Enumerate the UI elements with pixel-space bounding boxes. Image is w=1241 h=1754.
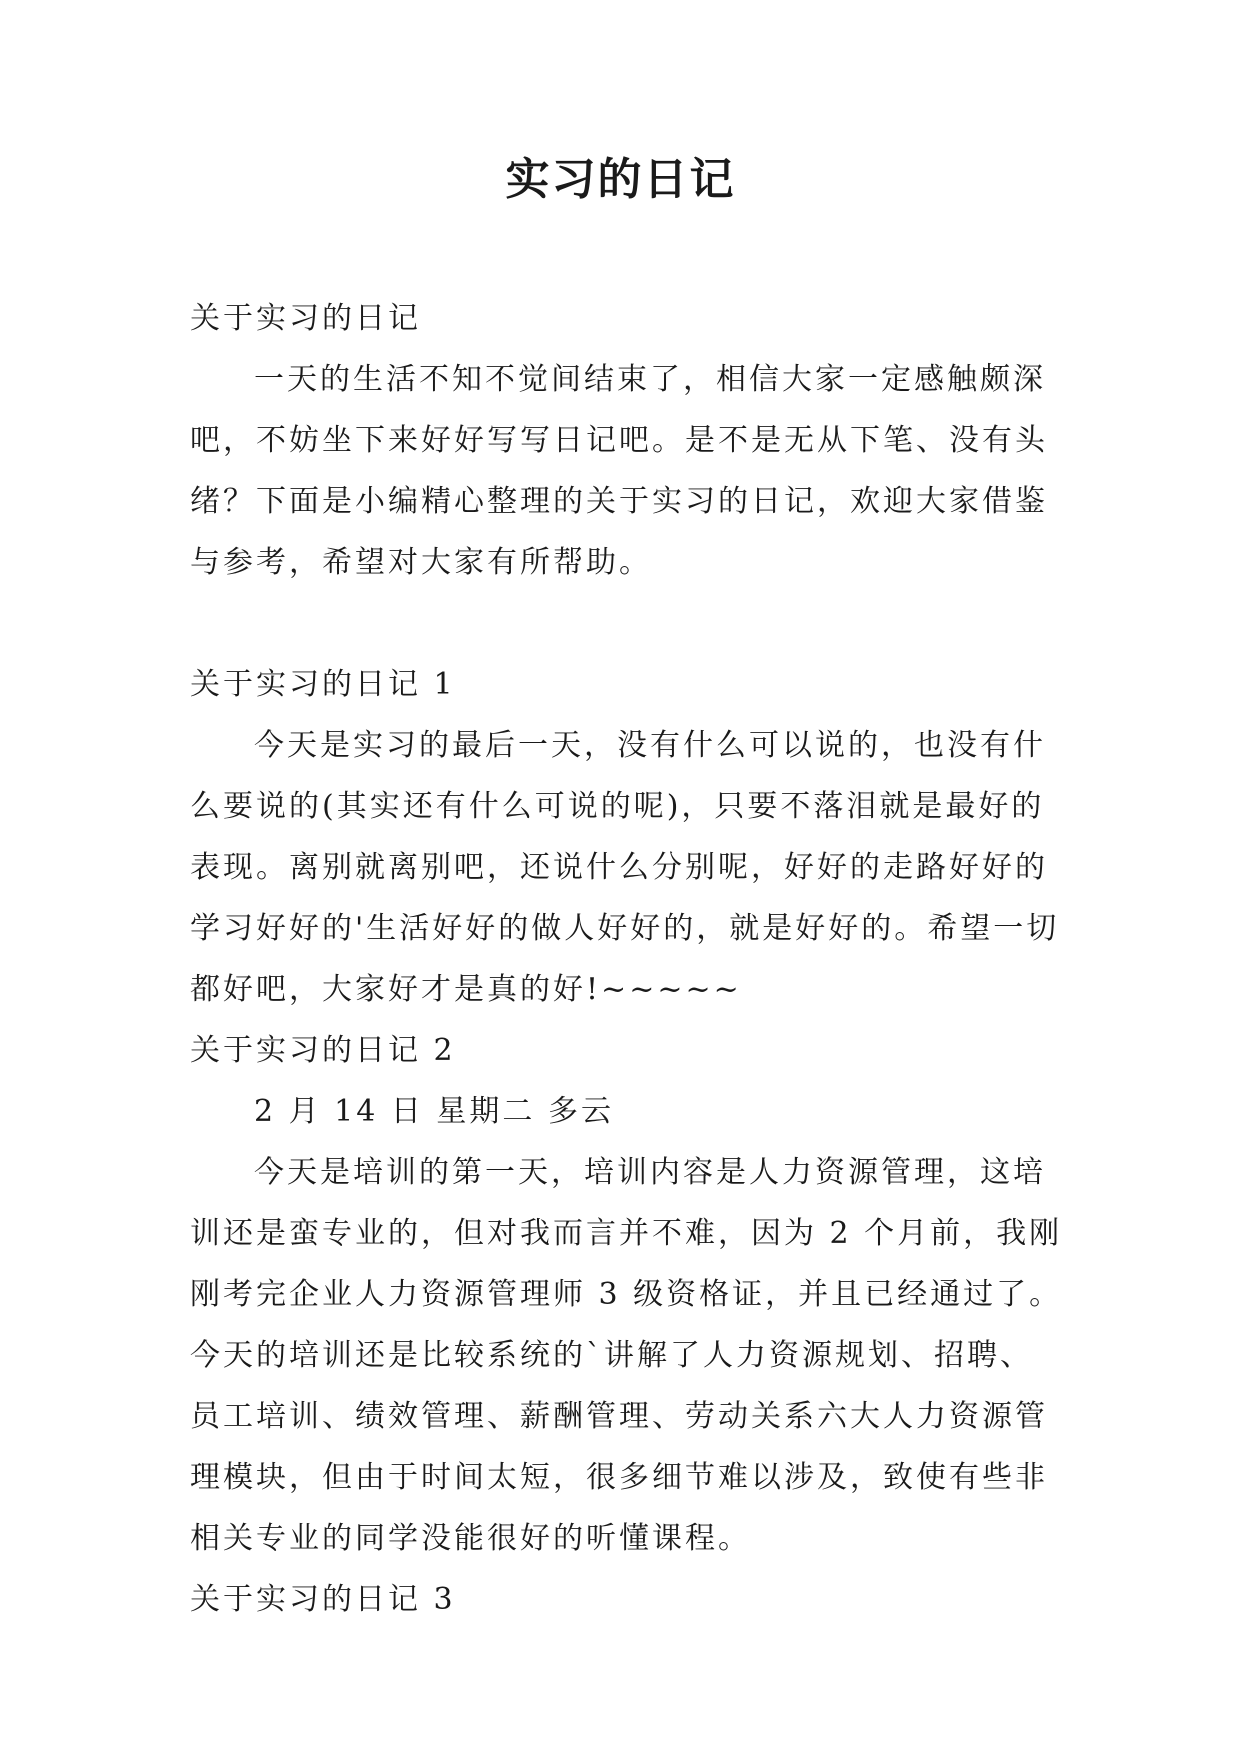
entry-3-heading: 关于实习的日记 3 [190,1582,456,1617]
entry-2-heading: 关于实习的日记 2 [190,1033,456,1068]
entry-2-date-line: 2 月 14 日 星期二 多云 [254,1094,614,1129]
entry-1-heading: 关于实习的日记 1 [190,667,456,702]
document-body [190,288,1065,1630]
intro-heading: 关于实习的日记 [190,301,421,336]
intro-paragraph: 一天的生活不知不觉间结束了，相信大家一定感触颇深吧，不妨坐下来好好写写日记吧。是不是无从下笔、没有头绪？下面是小编精心整理的关于实习的日记，欢迎大家借鉴与参考，希望对大家有所帮助。 [190,362,1048,580]
entry-2-paragraph: 今天是培训的第一天，培训内容是人力资源管理，这培训还是蛮专业的，但对我而言并不难，因为 2 个月前，我刚刚考完企业人力资源管理师 3 级资格证，并且已经通过了。今天的培训还是比较系统的`讲解了人力资源规划、招聘、员工培训、绩效管理、薪酬管理、劳动关系六大人力资源管理模块，但由于时间太短，很多细节难以涉及，致使有些非相关专业的同学没能很好的听懂课程。 [190,1155,1063,1556]
document-title: 实习的日记 [505,154,736,205]
entry-1-paragraph: 今天是实习的最后一天，没有什么可以说的，也没有什么要说的(其实还有什么可说的呢)，只要不落泪就是最好的表现。离别就离别吧，还说什么分别呢，好好的走路好好的学习好好的'生活好好的做人好好的，就是好好的。希望一切都好吧，大家好才是真的好!~~~~~ [190,728,1060,1007]
section-spacer [190,593,1065,654]
